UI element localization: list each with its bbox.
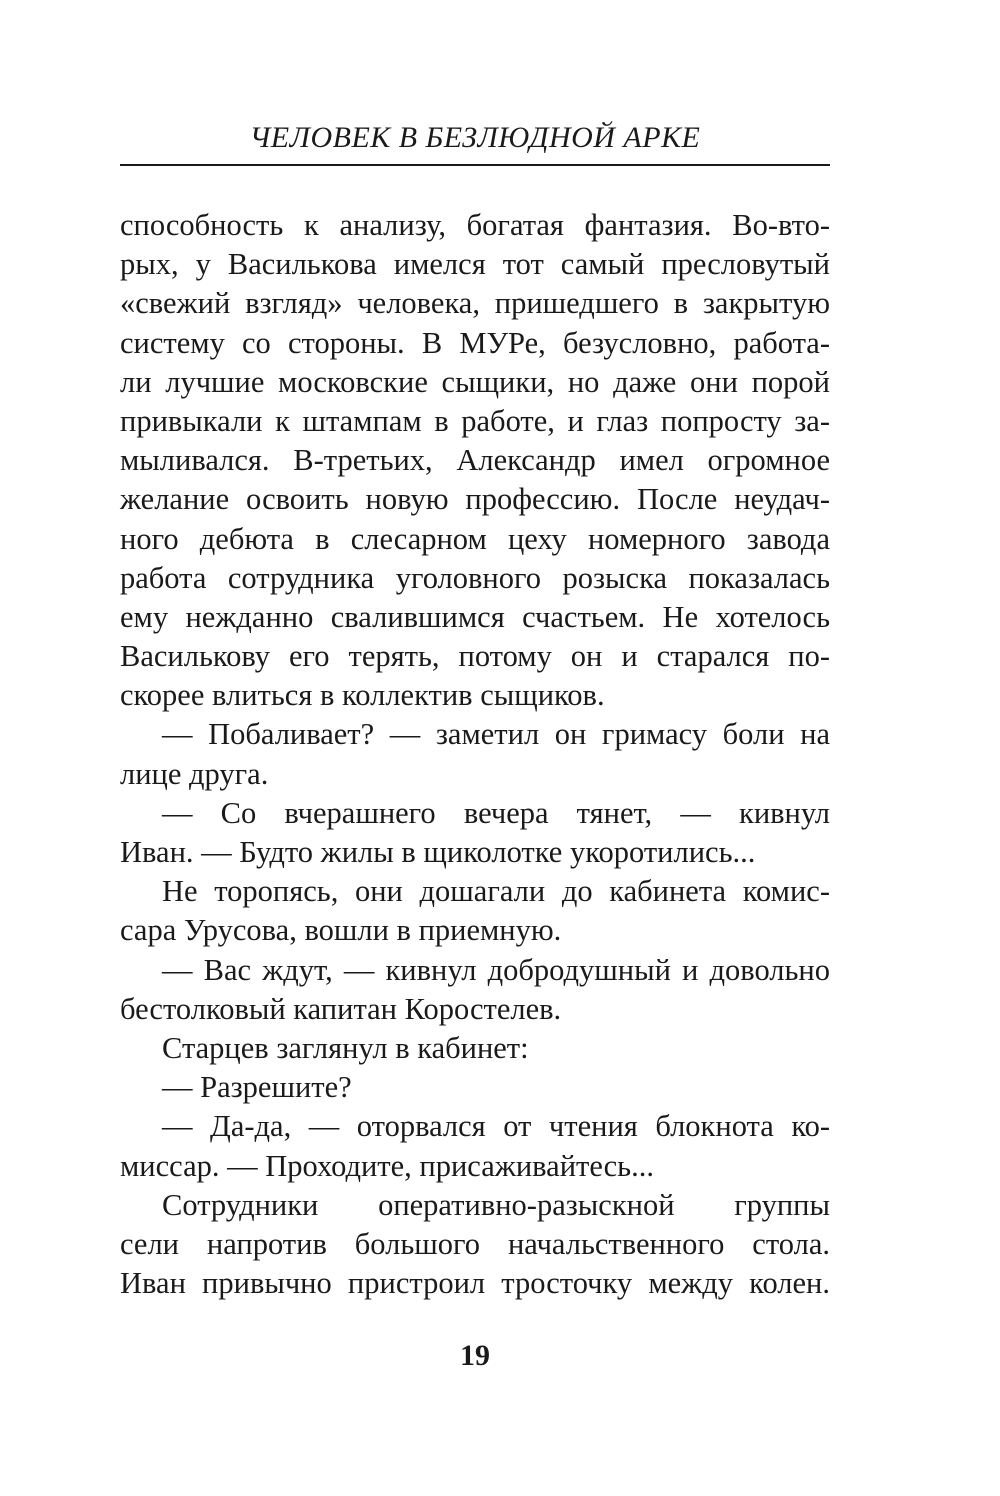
- text-line: скорее влиться в коллектив сыщиков.: [120, 678, 605, 713]
- text-line: привыкали к штампам в работе, и глаз попросту за-: [120, 403, 830, 438]
- text-line: Старцев заглянул в кабинет:: [162, 1030, 529, 1065]
- text-line: сара Урусова, вошли в приемную.: [120, 913, 562, 948]
- text-line: — Вас ждут, — кивнул добродушный и довольно: [162, 952, 830, 987]
- body-text: [120, 206, 830, 1303]
- text-line: сели напротив большого начальственного стола.: [120, 1226, 830, 1261]
- page-number: 19: [460, 1339, 490, 1372]
- text-line: «свежий взгляд» человека, пришедшего в закрытую: [120, 286, 830, 321]
- text-line: систему со стороны. В МУРе, безусловно, работа-: [120, 325, 830, 360]
- text-line: лице друга.: [120, 756, 269, 791]
- text-line: работа сотрудника уголовного розыска показалась: [120, 560, 830, 595]
- text-line: Иван привычно пристроил тросточку между колен.: [120, 1266, 830, 1301]
- text-line: Не торопясь, они дошагали до кабинета комис-: [162, 874, 830, 909]
- text-line: ли лучшие московские сыщики, но даже они порой: [120, 364, 830, 399]
- text-line: ему нежданно свалившимся счастьем. Не хотелось: [120, 599, 830, 634]
- text-line: миссар. — Проходите, присаживайтесь...: [120, 1148, 654, 1183]
- text-line: — Разрешите?: [162, 1070, 352, 1105]
- text-line: бестолковый капитан Коростелев.: [120, 991, 562, 1026]
- text-line: мыливался. В-третьих, Александр имел огромное: [120, 443, 830, 478]
- text-line: — Побаливает? — заметил он гримасу боли на: [162, 717, 830, 752]
- text-line: рых, у Василькова имелся тот самый пресловутый: [120, 247, 830, 282]
- text-line: — Да-да, — оторвался от чтения блокнота ко-: [162, 1109, 830, 1144]
- text-line: Иван. — Будто жилы в щиколотке укоротились...: [120, 835, 756, 869]
- text-line: желание освоить новую профессию. После неудач-: [120, 482, 830, 517]
- text-line: — Со вчерашнего вечера тянет, — кивнул: [162, 795, 830, 830]
- header-rule: [120, 164, 830, 166]
- text-line: способность к анализу, богатая фантазия. Во-вто-: [120, 208, 830, 242]
- text-line: Василькову его терять, потому он и старался по-: [120, 639, 830, 674]
- text-line: ного дебюта в слесарном цеху номерного завода: [120, 521, 830, 556]
- text-line: Сотрудники оперативно-разыскной группы: [162, 1187, 830, 1222]
- running-title: ЧЕЛОВЕК В БЕЗЛЮДНОЙ АРКЕ: [249, 121, 701, 154]
